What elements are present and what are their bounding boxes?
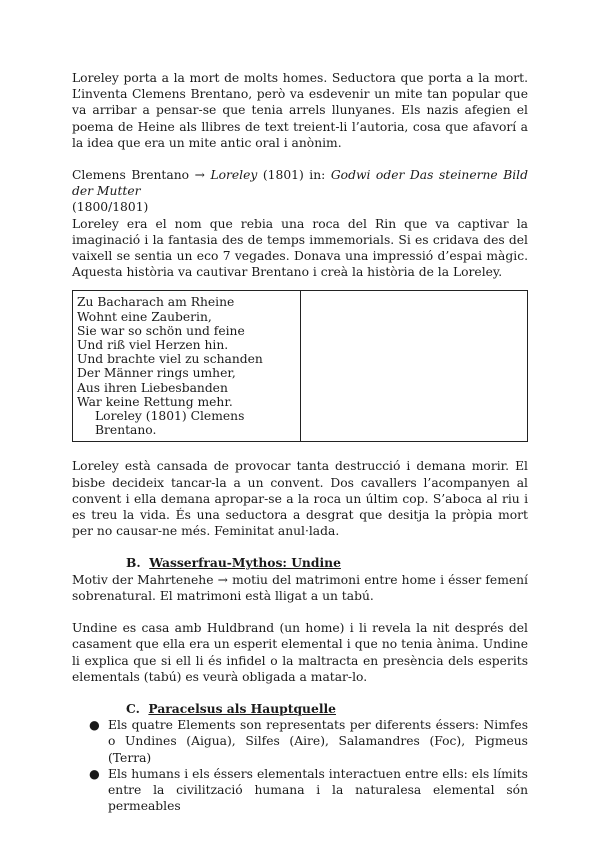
list-item-text: Els quatre Elements son representats per diferents éssers: Nimfes o Undines (Aigua), Silfes (Aire), Salamandres (Foc), Pigmeus (Terra) — [108, 718, 528, 765]
poem-line: War keine Rettung mehr. — [77, 394, 233, 409]
poem-line: Und riß viel Herzen hin. — [77, 338, 229, 353]
citation-year: (1801) in: — [262, 168, 326, 183]
poem-table — [72, 290, 528, 442]
citation-author: Clemens Brentano — [72, 168, 190, 183]
paragraph-loreley-rock: Loreley era el nom que rebia una roca del Rin que va captivar la imaginació i la fantasia des de temps immemorials. Si es cridava des del vaixell se sentia un eco 7 vegades. Donava una impressió d’espai màgic. Aquesta història va cautivar Brentano i creà la història de la Loreley. — [72, 216, 528, 280]
section-title: Paracelsus als Hauptquelle — [148, 700, 336, 716]
poem-line: Der Männer rings umher, — [77, 366, 236, 381]
poem-credit: Loreley (1801) Clemens Brentano. — [95, 409, 245, 438]
section-letter: C. — [126, 700, 140, 716]
poem-line: Wohnt eine Zauberin, — [77, 309, 212, 324]
poem-cell — [73, 291, 301, 442]
right-arrow-icon: → — [194, 168, 205, 183]
bullet-icon: ● — [89, 718, 100, 733]
paragraph-loreley-intro: Loreley porta a la mort de molts homes. Seductora que porta a la mort. L’inventa Clemens Brentano, però va esdevenir un mite tan popular que va arribar a pensar-se que tenia arrels llunyanes. Els nazis afegien el poema de Heine als llibres de text treient-li l’autoria, cosa que afavorí a la idea que era un mite antic oral i anònim. — [72, 71, 528, 150]
citation-work: Loreley — [210, 168, 258, 183]
document-page — [72, 70, 528, 814]
bullet-list — [72, 717, 528, 814]
paragraph-undine: Undine es casa amb Huldbrand (un home) i li revela la nit després del casament que ella era un esperit elemental i que no tenia ànima. Undine li explica que si ell li és infidel o la maltracta en presència dels esperits elementals (tabú) es veurà obligada a matar-lo. — [72, 621, 528, 684]
citation-dates: (1800/1801) — [72, 200, 149, 215]
list-item — [72, 717, 528, 766]
paragraph-mahrtenehe: Motiv der Mahrtenehe → motiu del matrimoni entre home i ésser femení sobrenatural. El matrimoni està lligat a un tabú. — [72, 572, 528, 603]
list-item — [72, 766, 528, 815]
section-heading-b — [72, 555, 528, 571]
list-item-text: Els humans i els éssers elementals interactuen entre ells: els límits entre la civilització humana i la naturalesa elemental són permeables — [108, 766, 528, 814]
section-title: Wasserfrau-Mythos: Undine — [149, 555, 341, 571]
source-citation — [72, 167, 528, 216]
poem-line: Und brachte viel zu schanden — [77, 352, 263, 367]
section-letter: B. — [126, 555, 141, 571]
section-heading-c — [72, 701, 528, 717]
bullet-icon: ● — [89, 766, 100, 781]
citation-collection: Godwi oder Das steinerne Bild der Mutter — [72, 168, 528, 199]
poem-line: Aus ihren Liebesbanden — [77, 380, 228, 395]
poem-line: Zu Bacharach am Rheine — [77, 295, 235, 310]
empty-cell — [301, 291, 528, 442]
paragraph-loreley-death: Loreley està cansada de provocar tanta destrucció i demana morir. El bisbe decideix tancar-la a un convent. Dos cavallers l’acompanyen al convent i ella demana apropar-se a la roca un últim cop. S’aboca al riu i es treu la vida. És una seductora a desgrat que desitja la pròpia mort per no causar-ne més. Feminitat anul·lada. — [72, 459, 528, 539]
poem-line: Sie war so schön und feine — [77, 323, 245, 338]
